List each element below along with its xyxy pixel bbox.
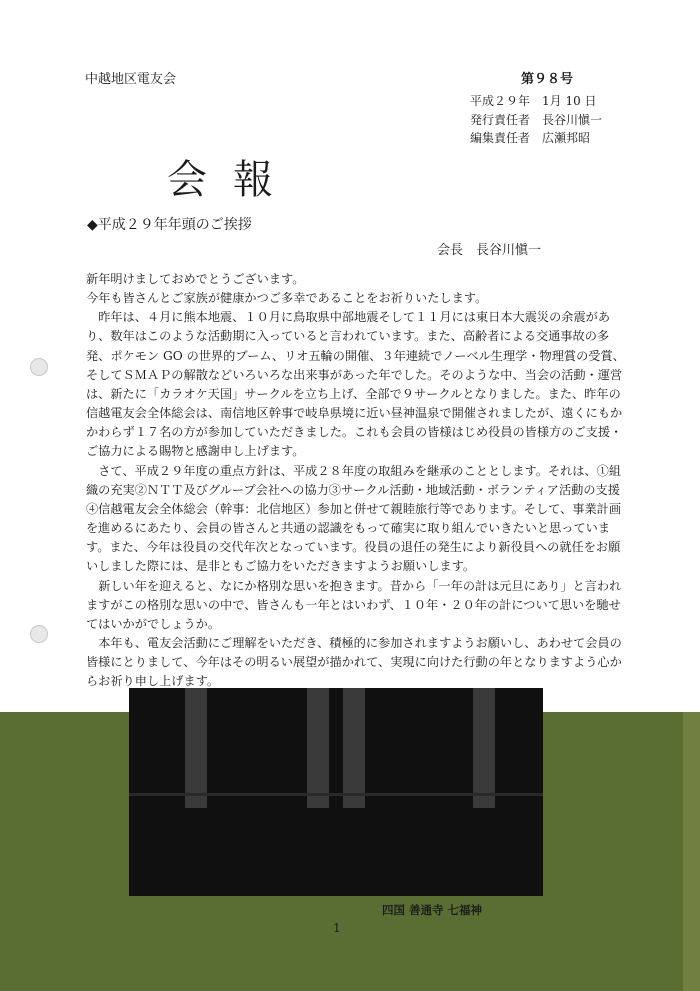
photo-ledge bbox=[129, 793, 543, 796]
paragraph-greeting: 新年明けましておめでとうございます。 bbox=[86, 272, 305, 286]
editor-line: 編集責任者 広瀬邦昭 bbox=[470, 131, 591, 145]
binder-hole bbox=[30, 358, 48, 376]
article-body bbox=[86, 270, 626, 691]
paragraph-policy: さて、平成２９年度の重点方針は、平成２８年度の取組みを継承のこととします。それは、①組織の充実②ＮＴＴ及びグループ会社への協力③サークル活動・地域活動・ボランティア活動の支援④信越電友会全体総会（幹事：北信地区）参加と併せて親睦旅行等であります。そして、事業計画を進めるにあたり、会員の皆さんと共通の認識をもって確実に取り組んでいきたいと思っています。また、今年は役員の交代年次となっています。役員の退任の発生により新役員への就任をお願いしました際には、是非ともご協力をいただきますようお願いします。 bbox=[86, 463, 622, 574]
photo-caption: 四国 善通寺 七福神 bbox=[382, 903, 483, 917]
scan-edge-band bbox=[683, 712, 700, 991]
page-title: 会報 bbox=[167, 157, 299, 203]
photo-pillar bbox=[307, 688, 329, 808]
paragraph-last-year: 昨年は、４月に熊本地震、１０月に鳥取県中部地震そして１１月には東日本大震災の余震があり、数年はこのような活動期に入っていると言われています。また、高齢者による交通事故の多発、ポケモン GO の世界的ブーム、リオ五輪の開催、３年連続でノーベル生理学・物理賞の受賞、そしてＳＭＡＰの解散などいろいろな出来事があった年でした。そのような中、当会の活動・運営は、新たに「カラオケ天国」サークルを立ち上げ、全部で９サークルとなりました。また、昨年の信越電友会全体総会は、南信地区幹事で岐阜県境に近い昼神温泉で開催されましたが、遠くにもかかわらず１７名の方が参加していただきました。これも会員の皆様はじめ役員の皆様方のご支援・ご協力による賜物と感謝申し上げます。 bbox=[86, 310, 625, 459]
temple-photo bbox=[129, 688, 543, 896]
issue-date: 平成２９年 1月 10 日 bbox=[470, 94, 597, 108]
photo-pillar bbox=[473, 688, 495, 808]
article-author: 会長 長谷川愼一 bbox=[437, 243, 542, 258]
page-number: 1 bbox=[333, 921, 341, 935]
organization-name: 中越地区電友会 bbox=[85, 72, 177, 87]
photo-pillar bbox=[185, 688, 207, 808]
photo-pillar bbox=[343, 688, 365, 808]
article-heading: ◆平成２９年年頭のご挨拶 bbox=[87, 217, 252, 233]
paragraph-new-year: 新しい年を迎えると、なにか格別な思いを抱きます。昔から「一年の計は元旦にあり」と言われますがこの格別な思いの中で、皆さんも一年とはいわず、１０年・２０年の計について思いを馳せてはいかがでしょうか。 bbox=[86, 578, 622, 631]
paragraph-closing: 本年も、電友会活動にご理解をいただき、積極的に参加されますようお願いし、あわせて会員の皆様にとりまして、今年はその明るい展望が描かれて、実現に向けた行動の年となりますよう心からお祈り申し上げます。 bbox=[86, 635, 622, 689]
publisher-line: 発行責任者 長谷川愼一 bbox=[470, 113, 603, 127]
binder-hole bbox=[30, 625, 48, 643]
issue-number: 第９８号 bbox=[521, 72, 574, 87]
paragraph-wish: 今年も皆さんとご家族が健康かつご多幸であることをお祈りいたします。 bbox=[86, 291, 488, 306]
